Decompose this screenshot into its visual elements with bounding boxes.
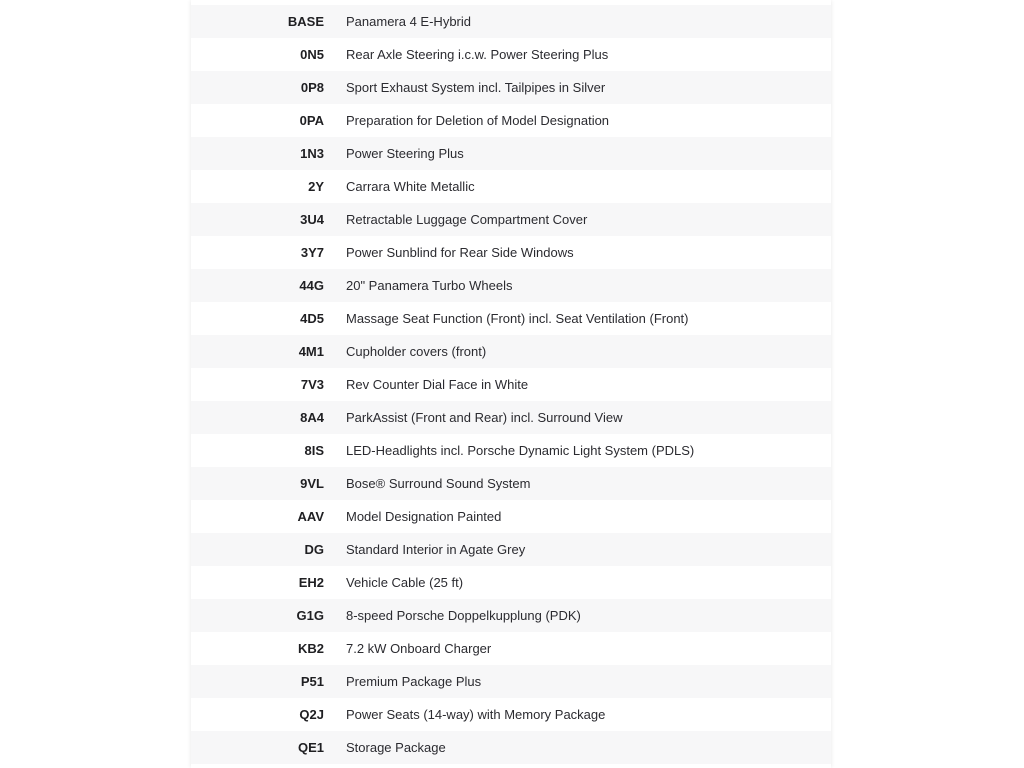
option-row: [191, 467, 831, 500]
option-code: 8IS: [191, 434, 346, 467]
option-code: Q2J: [191, 698, 346, 731]
option-code: 9VL: [191, 467, 346, 500]
option-row: [191, 203, 831, 236]
option-description: LED-Headlights incl. Porsche Dynamic Light System (PDLS): [346, 434, 831, 467]
option-description: Model Designation Painted: [346, 500, 831, 533]
option-row: [191, 368, 831, 401]
option-row: [191, 698, 831, 731]
option-code: 8A4: [191, 401, 346, 434]
option-code: 2Y: [191, 170, 346, 203]
option-code: DG: [191, 533, 346, 566]
option-row: [191, 5, 831, 38]
option-row: [191, 599, 831, 632]
option-code: KB2: [191, 632, 346, 665]
option-description: Sport Exhaust System incl. Tailpipes in Silver: [346, 71, 831, 104]
option-row: [191, 302, 831, 335]
option-code: 0P8: [191, 71, 346, 104]
option-description: Vehicle Cable (25 ft): [346, 566, 831, 599]
option-row: [191, 335, 831, 368]
option-code: P51: [191, 665, 346, 698]
option-row: [191, 632, 831, 665]
option-description: ParkAssist (Front and Rear) incl. Surround View: [346, 401, 831, 434]
option-code: 4M1: [191, 335, 346, 368]
option-description: Power Seats (14-way) with Memory Package: [346, 698, 831, 731]
option-code: 3Y7: [191, 236, 346, 269]
option-description: Panamera 4 E-Hybrid: [346, 5, 831, 38]
option-code: 1N3: [191, 137, 346, 170]
option-row: [191, 38, 831, 71]
option-row: [191, 71, 831, 104]
option-row: [191, 137, 831, 170]
option-code: G1G: [191, 599, 346, 632]
option-description: 8-speed Porsche Doppelkupplung (PDK): [346, 599, 831, 632]
option-description: Storage Package: [346, 731, 831, 764]
option-code: 0PA: [191, 104, 346, 137]
option-description: Carrara White Metallic: [346, 170, 831, 203]
option-row: [191, 236, 831, 269]
option-code: QE1: [191, 731, 346, 764]
option-description: Preparation for Deletion of Model Designation: [346, 104, 831, 137]
option-description: Cupholder covers (front): [346, 335, 831, 368]
option-code: 7V3: [191, 368, 346, 401]
option-description: Standard Interior in Agate Grey: [346, 533, 831, 566]
option-row: [191, 500, 831, 533]
option-description: Premium Package Plus: [346, 665, 831, 698]
option-description: Bose® Surround Sound System: [346, 467, 831, 500]
option-description: Rev Counter Dial Face in White: [346, 368, 831, 401]
option-code: 0N5: [191, 38, 346, 71]
options-table: [191, 5, 831, 764]
option-row: [191, 566, 831, 599]
option-description: 20" Panamera Turbo Wheels: [346, 269, 831, 302]
options-table-body: [191, 5, 831, 764]
option-row: [191, 665, 831, 698]
option-row: [191, 269, 831, 302]
option-code: 3U4: [191, 203, 346, 236]
options-card: [191, 0, 831, 768]
option-description: Power Steering Plus: [346, 137, 831, 170]
option-row: [191, 401, 831, 434]
option-code: 44G: [191, 269, 346, 302]
option-description: Retractable Luggage Compartment Cover: [346, 203, 831, 236]
option-description: 7.2 kW Onboard Charger: [346, 632, 831, 665]
option-code: AAV: [191, 500, 346, 533]
option-code: EH2: [191, 566, 346, 599]
option-description: Rear Axle Steering i.c.w. Power Steering Plus: [346, 38, 831, 71]
option-code: BASE: [191, 5, 346, 38]
option-code: 4D5: [191, 302, 346, 335]
option-description: Power Sunblind for Rear Side Windows: [346, 236, 831, 269]
option-row: [191, 104, 831, 137]
option-row: [191, 434, 831, 467]
option-row: [191, 170, 831, 203]
option-row: [191, 533, 831, 566]
option-row: [191, 731, 831, 764]
option-description: Massage Seat Function (Front) incl. Seat Ventilation (Front): [346, 302, 831, 335]
